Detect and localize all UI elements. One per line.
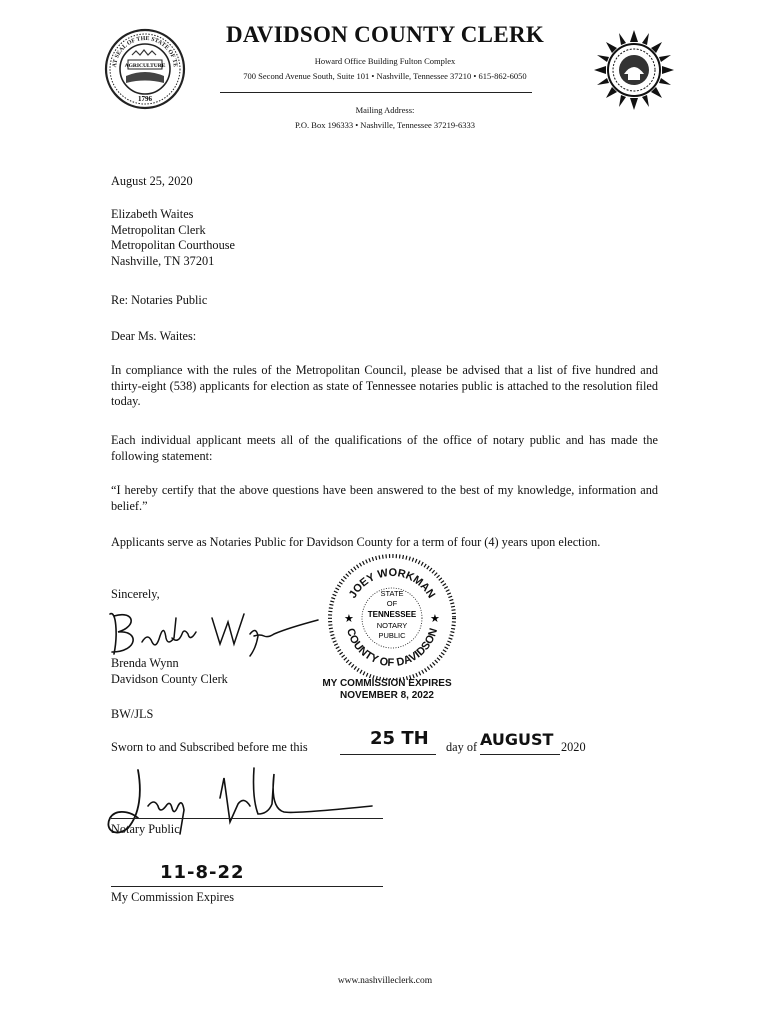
paragraph-term: Applicants serve as Notaries Public for Davidson County for a term of four (4) years upon election. bbox=[111, 535, 601, 549]
stamp-of: OF bbox=[386, 599, 398, 608]
metro-nashville-seal-icon bbox=[594, 26, 674, 112]
letter-date: August 25, 2020 bbox=[111, 174, 193, 188]
sworn-prefix: Sworn to and Subscribed before me this bbox=[111, 740, 308, 754]
right-seal bbox=[594, 26, 674, 112]
mailing-label: Mailing Address: bbox=[355, 105, 415, 115]
sworn-day-handwritten: 25 TH bbox=[370, 728, 429, 749]
sworn-day-line bbox=[340, 754, 436, 755]
clerk-signature bbox=[104, 604, 334, 664]
stamp-star-left: ★ bbox=[344, 612, 354, 625]
mailing-address: P.O. Box 196333 • Nashville, Tennessee 37219-6333 bbox=[294, 120, 475, 130]
notary-seal-icon bbox=[322, 550, 462, 680]
office-address-line: 700 Second Avenue South, Suite 101 • Nashville, Tennessee 37210 • 615-862-6050 bbox=[243, 71, 527, 81]
svg-text:THE GREAT SEAL OF THE STATE OF: AT SEAL OF THE STATE OF TE bbox=[111, 35, 178, 68]
letterhead-title: DAVIDSON COUNTY CLERK bbox=[225, 22, 545, 47]
recipient-block bbox=[111, 207, 235, 269]
notary-stamp bbox=[322, 550, 462, 680]
seal-year: 1796 bbox=[138, 95, 152, 103]
svg-text:COUNTY OF DAVIDSON: COUNTY OF DAVIDSON bbox=[343, 626, 441, 670]
recipient-name: Elizabeth Waites bbox=[111, 207, 194, 221]
signer-name: Brenda Wynn bbox=[111, 656, 179, 670]
seal-center-text: AGRICULTURE bbox=[124, 63, 166, 69]
sworn-month-handwritten: AUGUST bbox=[480, 730, 554, 749]
commission-expires-stamp bbox=[300, 678, 474, 702]
paragraph-qualifications: Each individual applicant meets all of the qualifications of the office of notary public and has made the following statement: bbox=[111, 433, 658, 463]
salutation: Dear Ms. Waites: bbox=[111, 329, 197, 343]
initials: BW/JLS bbox=[111, 707, 154, 721]
paragraph-quote: “I hereby certify that the above questions have been answered to the best of my knowledge, information and belief.” bbox=[111, 483, 658, 513]
recipient-title: Metropolitan Clerk bbox=[111, 222, 206, 237]
stamp-public: PUBLIC bbox=[378, 631, 406, 640]
paragraph-compliance: In compliance with the rules of the Metropolitan Council, please be advised that a list of five hundred and thirty-eight (538) applicants for election as state of Tennessee notaries public is attached to the resolution filed today. bbox=[111, 363, 658, 408]
signer-title: Davidson County Clerk bbox=[111, 672, 228, 686]
sworn-year: 2020 bbox=[561, 740, 586, 754]
notary-signature-line bbox=[111, 818, 383, 819]
commission-expiry-handwritten: 11-8-22 bbox=[160, 862, 245, 883]
footer-website[interactable]: www.nashvilleclerk.com bbox=[337, 976, 433, 986]
sworn-month-line bbox=[480, 754, 560, 755]
stamp-tennessee: TENNESSEE bbox=[367, 610, 417, 619]
closing: Sincerely, bbox=[111, 587, 160, 601]
stamp-notary: NOTARY bbox=[376, 621, 408, 630]
sworn-middle: day of bbox=[446, 740, 478, 754]
recipient-city: Nashville, TN 37201 bbox=[111, 253, 215, 268]
notary-public-label: Notary Public bbox=[111, 822, 180, 836]
subject-line: Re: Notaries Public bbox=[111, 293, 208, 307]
commission-line-1: MY COMMISSION EXPIRES bbox=[322, 678, 452, 689]
letterhead-divider bbox=[220, 92, 532, 93]
commission-expiry-line bbox=[111, 886, 383, 887]
stamp-star-right: ★ bbox=[430, 612, 440, 625]
commission-expires-label: My Commission Expires bbox=[111, 890, 234, 904]
svg-text:JOEY WORKMAN: JOEY WORKMAN bbox=[346, 566, 438, 601]
signature-icon bbox=[104, 604, 334, 664]
stamp-state: STATE bbox=[380, 589, 404, 598]
commission-line-2: NOVEMBER 8, 2022 bbox=[340, 690, 434, 701]
office-building-line: Howard Office Building Fulton Complex bbox=[314, 56, 456, 66]
recipient-office: Metropolitan Courthouse bbox=[111, 238, 235, 252]
